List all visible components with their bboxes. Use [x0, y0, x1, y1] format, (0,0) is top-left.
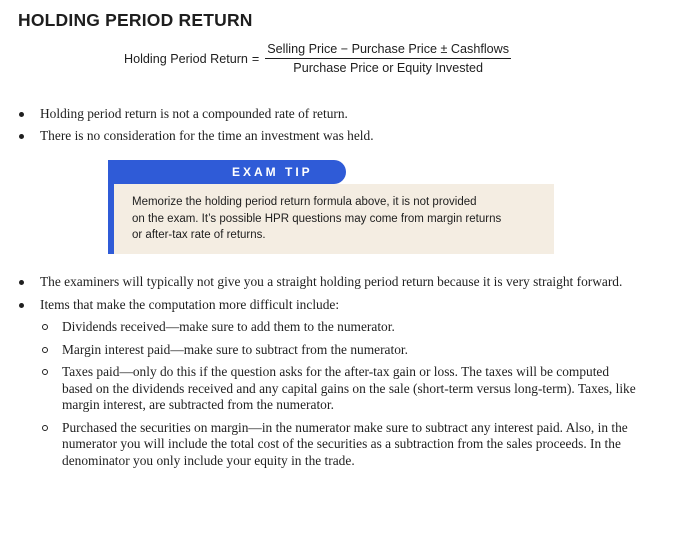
sub-list-item: Purchased the securities on margin—in the numerator make sure to subtract any interest paid. Also, in the numerator you will include the total cost of the securities as a subtraction from the sales proceeds. In the denominator you only include your equity in the trade.: [40, 420, 640, 470]
page-title: HOLDING PERIOD RETURN: [18, 10, 253, 30]
bullet-list-bottom: [0, 274, 640, 475]
list-item: The examiners will typically not give you a straight holding period return because it is very straight forward.: [0, 274, 640, 291]
formula-fraction: [265, 42, 511, 75]
bullet-list-top: [0, 106, 640, 149]
exam-tip-line: Memorize the holding period return formula above, it is not provided: [132, 196, 477, 208]
exam-tip-line: on the exam. It’s possible HPR questions may come from margin returns: [132, 212, 502, 225]
formula-denominator: Purchase Price or Equity Invested: [293, 61, 483, 75]
sub-list-item: Taxes paid—only do this if the question asks for the after-tax gain or loss. The taxes will be computed based on the dividends received and any capital gains on the sale (short-term versus long-term). Taxes, like margin interest, are subtracted from the numerator.: [40, 364, 640, 414]
exam-tip-label: EXAM TIP: [232, 165, 313, 179]
formula-lhs: Holding Period Return: [124, 51, 248, 66]
exam-tip-box: [108, 160, 554, 254]
sub-list-item: Margin interest paid—make sure to subtract from the numerator.: [40, 342, 640, 359]
formula-equals: =: [251, 51, 260, 66]
list-item-text: Items that make the computation more difficult include:: [40, 296, 340, 312]
hpr-formula: [124, 42, 511, 75]
list-item: There is no consideration for the time an investment was held.: [0, 128, 640, 145]
list-item: [0, 297, 640, 470]
sub-bullet-list: [40, 319, 640, 469]
exam-tip-text: [132, 194, 536, 244]
list-item: Holding period return is not a compounded rate of return.: [0, 106, 640, 123]
sub-list-item: Dividends received—make sure to add them to the numerator.: [40, 319, 640, 336]
exam-tip-line: or after-tax rate of returns.: [132, 229, 266, 241]
formula-numerator: Selling Price − Purchase Price ± Cashflows: [267, 42, 510, 56]
